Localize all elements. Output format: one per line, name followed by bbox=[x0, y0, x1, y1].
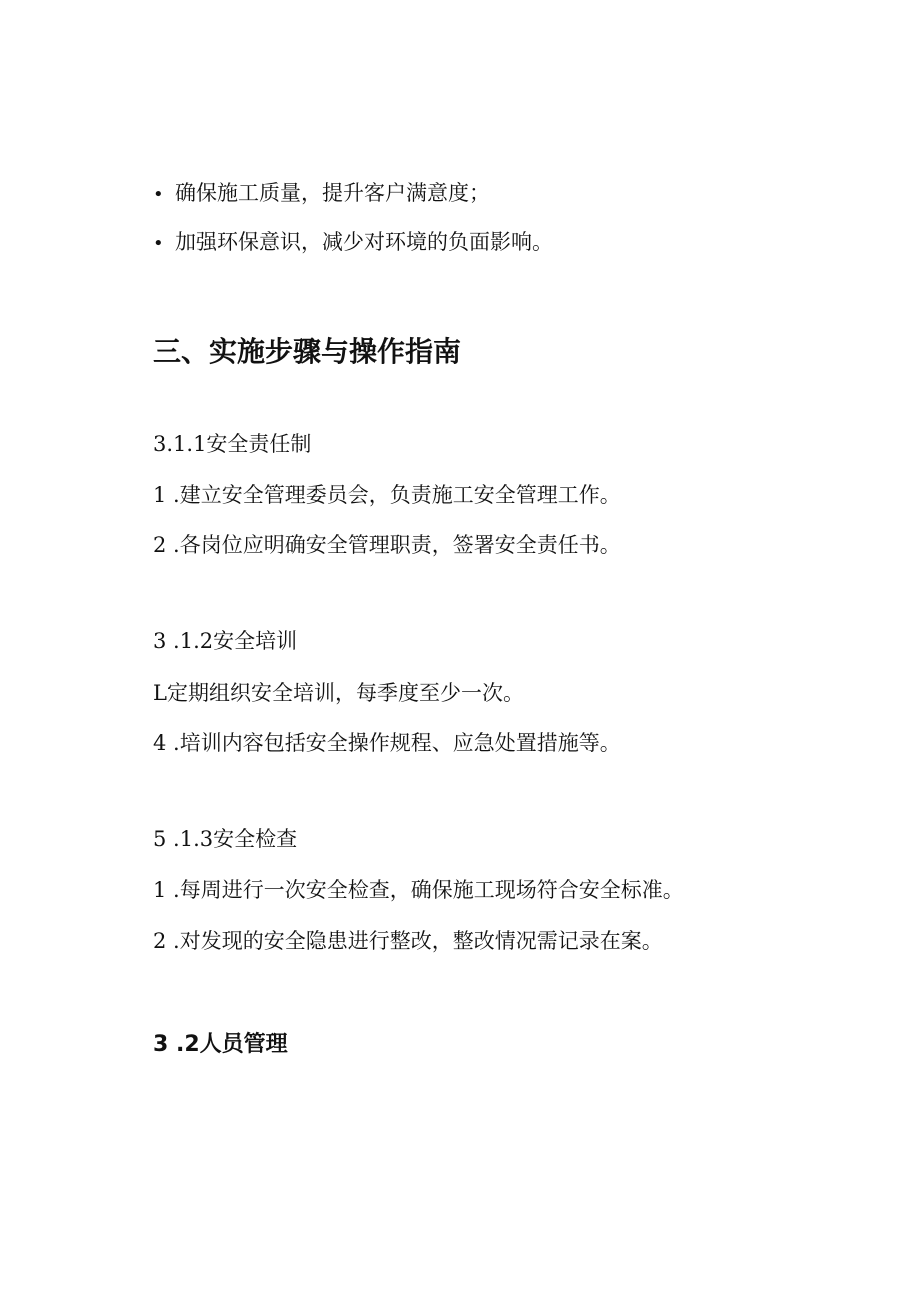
bullet-text: 确保施工质量，提升客户满意度； bbox=[175, 181, 490, 205]
bullet-item bbox=[153, 227, 553, 259]
list-item: 1 .每周进行一次安全检查，确保施工现场符合安全标准。 bbox=[153, 878, 684, 902]
bullet-text: 加强环保意识，减少对环境的负面影响。 bbox=[175, 230, 553, 254]
section-title: 三、实施步骤与操作指南 bbox=[153, 335, 462, 368]
list-item: 1 .建立安全管理委员会，负责施工安全管理工作。 bbox=[153, 483, 621, 507]
bullet-dot-icon: • bbox=[153, 184, 164, 205]
list-item: 4 .培训内容包括安全操作规程、应急处置措施等。 bbox=[153, 731, 621, 755]
subsection-heading: 3 .1.2安全培训 bbox=[153, 629, 298, 653]
bullet-dot-icon: • bbox=[153, 233, 164, 254]
subsection-heading: 3.1.1安全责任制 bbox=[153, 432, 312, 456]
bullet-item bbox=[153, 178, 490, 210]
subsection-heading: 5 .1.3安全检查 bbox=[153, 827, 298, 851]
list-item: 2 .各岗位应明确安全管理职责，签署安全责任书。 bbox=[153, 533, 621, 557]
subsection-heading-bold: 3 .2人员管理 bbox=[153, 1032, 288, 1057]
list-item: L定期组织安全培训，每季度至少一次。 bbox=[153, 681, 524, 705]
list-item: 2 .对发现的安全隐患进行整改，整改情况需记录在案。 bbox=[153, 929, 663, 953]
